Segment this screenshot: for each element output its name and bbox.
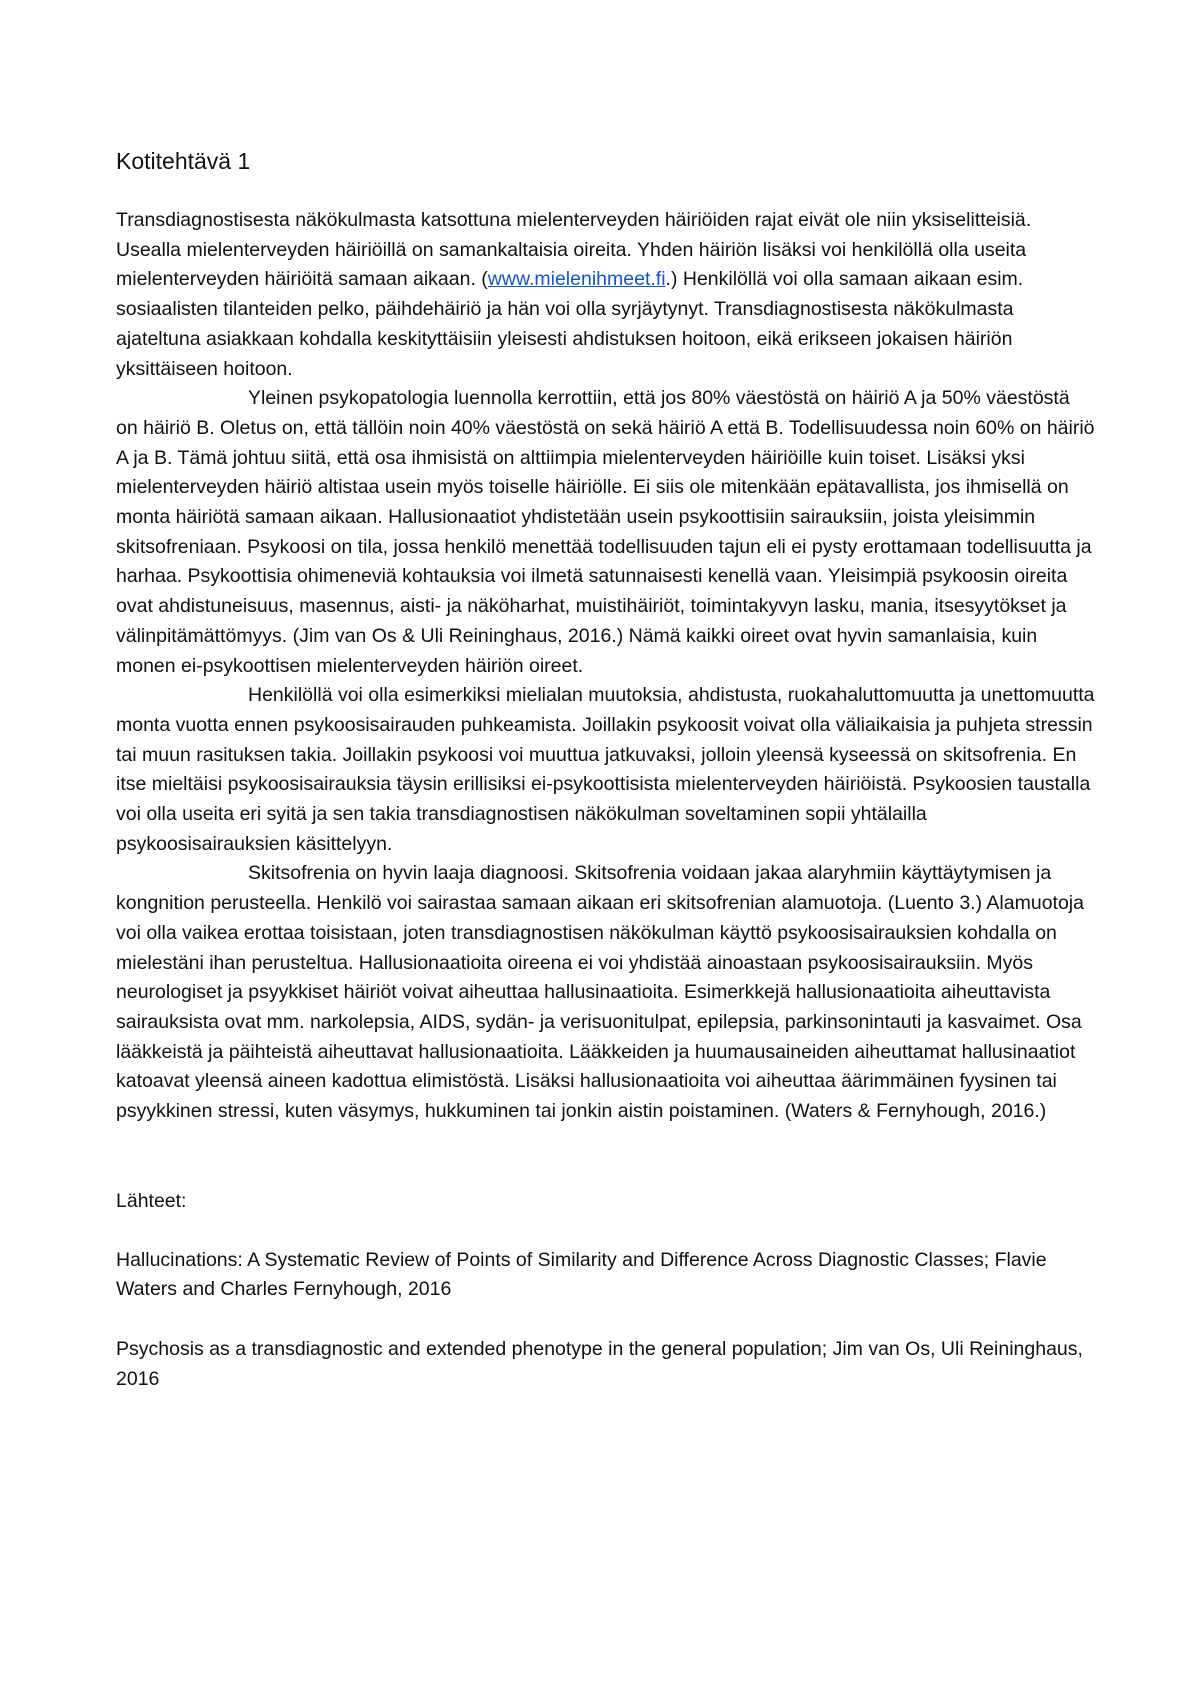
paragraph-3: Henkilöllä voi olla esimerkiksi mielialan muutoksia, ahdistusta, ruokahaluttomuutta ja unettomuutta monta vuotta ennen psykoosisairauden puhkeamista. Joillakin psykoosit voivat olla väliaikaisia ja puhjeta stressin tai muun rasituksen takia. Joillakin psykoosi voi muuttua jatkuvaksi, jolloin yleensä kyseessä on skitsofrenia. En itse mieltäisi psykoosisairauksia täysin erillisiksi ei-psykoottisista mielenterveyden häiriöistä. Psykoosien taustalla voi olla useita eri syitä ja sen takia transdiagnostisen näkökulman soveltaminen sopii yhtälailla psykoosisairauksien käsittelyyn. (116, 684, 1095, 855)
paragraph-1-text-end: .) Henkilöllä voi olla samaan aikaan esim. sosiaalisten tilanteiden pelko, päihdehäiriö ja hän voi olla syrjäytynyt. Transdiagnostisesta näkökulmasta ajateltuna asiakkaan kohdalla keskityttäisiin yleisesti ahdistuksen hoitoon, eikä erikseen jokaisen häiriön yksittäiseen hoitoon. (116, 268, 1024, 380)
paragraph-2: Yleinen psykopatologia luennolla kerrottiin, että jos 80% väestöstä on häiriö A ja 50% väestöstä on häiriö B. Oletus on, että tällöin noin 40% väestöstä on sekä häiriö A että B. Todellisuudessa noin 60% on häiriö A ja B. Tämä johtuu siitä, että osa ihmisistä on alttiimpia mielenterveyden häiriöille kuin toiset. Lisäksi yksi mielenterveyden häiriö altistaa usein myös toiselle häiriölle. Ei siis ole mitenkään epätavallista, jos ihmisellä on monta häiriötä samaan aikaan. Hallusionaatiot yhdistetään usein psykoottisiin sairauksiin, joista yleisimmin skitsofreniaan. Psykoosi on tila, jossa henkilö menettää todellisuuden tajun eli ei pysty erottamaan todellisuutta ja harhaa. Psykoottisia ohimeneviä kohtauksia voi ilmetä satunnaisesti kenellä vaan. Yleisimpiä psykoosin oireita ovat ahdistuneisuus, masennus, aisti- ja näköharhat, muistihäiriöt, toimintakyvyn lasku, mania, itsesyytökset ja välinpitämättömyys. (Jim van Os & Uli Reininghaus, 2016.) Nämä kaikki oireet ovat hyvin samanlaisia, kuin monen ei-psykoottisen mielenterveyden häiriön oireet. (116, 387, 1095, 677)
document-title: Kotitehtävä 1 (116, 148, 251, 174)
paragraph-1 (116, 206, 1096, 384)
source-item-1: Hallucinations: A Systematic Review of Points of Similarity and Difference Across Diagnostic Classes; Flavie Waters and Charles Fernyhough, 2016 (116, 1248, 1047, 1301)
mielenihmeet-link[interactable]: www.mielenihmeet.fi (487, 268, 666, 291)
document-content (116, 146, 1096, 1424)
source-item-2: Psychosis as a transdiagnostic and extended phenotype in the general population; Jim van Os, Uli Reininghaus, 2016 (116, 1337, 1083, 1390)
document-body (116, 206, 1096, 1127)
paragraph-1-text-start: Transdiagnostisesta näkökulmasta katsottuna mielenterveyden häiriöiden rajat eivät ole niin yksiselitteisiä. Usealla mielenterveyden häiriöillä on samankaltaisia oireita. Yhden häiriön lisäksi voi henkilöllä olla useita mielenterveyden häiriöitä samaan aikaan. ( (116, 209, 1032, 291)
sources-heading: Lähteet: (116, 1189, 187, 1212)
paragraph-4: Skitsofrenia on hyvin laaja diagnoosi. Skitsofrenia voidaan jakaa alaryhmiin käyttäytymisen ja kongnition perusteella. Henkilö voi sairastaa samaan aikaan eri skitsofrenian alamuotoja. (Luento 3.) Alamuotoja voi olla vaikea erottaa toisistaan, joten transdiagnostisen näkökulman käyttö psykoosisairauksien kohdalla on mielestäni ihan perusteltua. Hallusionaatioita oireena ei voi yhdistää ainoastaan psykoosisairauksiin. Myös neurologiset ja psyykkiset häiriöt voivat aiheuttaa hallusinaatioita. Esimerkkejä hallusionaatioita aiheuttavista sairauksista ovat mm. narkolepsia, AIDS, sydän- ja verisuonitulpat, epilepsia, parkinsonintauti ja kasvaimet. Osa lääkkeistä ja päihteistä aiheuttavat hallusionaatioita. Lääkkeiden ja huumausaineiden aiheuttamat hallusinaatiot katoavat yleensä aineen kadottua elimistöstä. Lisäksi hallusionaatioita voi aiheuttaa äärimmäinen fyysinen tai psyykkinen stressi, kuten väsymys, hukkuminen tai jonkin aistin poistaminen. (Waters & Fernyhough, 2016.) (116, 862, 1084, 1123)
